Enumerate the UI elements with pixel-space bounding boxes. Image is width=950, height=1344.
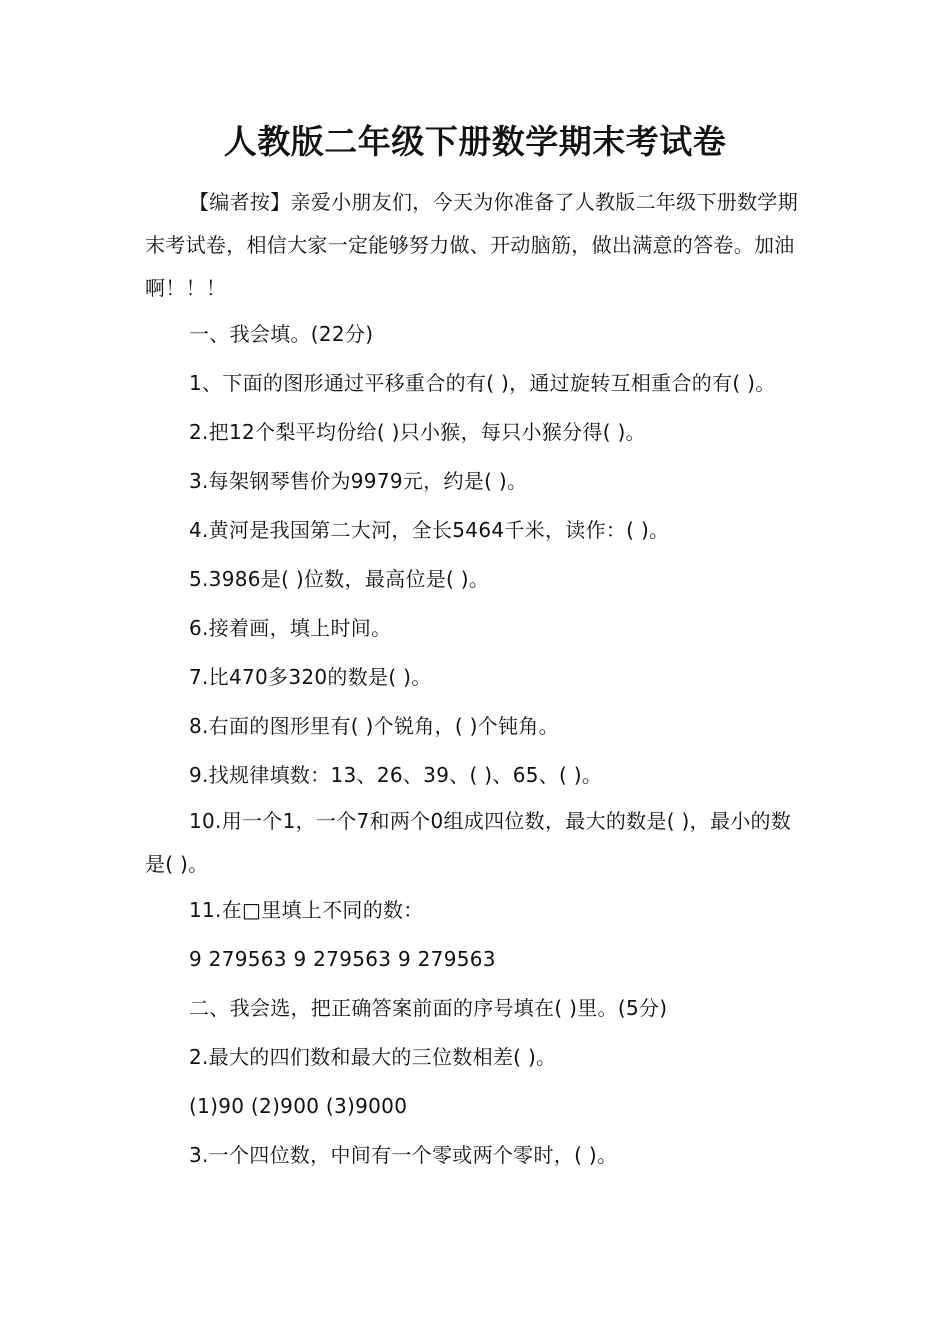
number-row: 9 279563 9 279563 9 279563 xyxy=(189,947,496,971)
section-heading-choose: 二、我会选，把正确答案前面的序号填在( )里。(5分) xyxy=(189,996,668,1020)
section-heading-fill: 一、我会填。(22分) xyxy=(189,322,374,346)
intro-paragraph: 【编者按】亲爱小朋友们，今天为你准备了人教版二年级下册数学期末考试卷，相信大家一定能够努力做、开动脑筋，做出满意的答卷。加油啊！！！ xyxy=(145,190,798,300)
question-line: 3.每架钢琴售价为9979元，约是( )。 xyxy=(189,469,528,493)
question-line: 1、下面的图形通过平移重合的有( )，通过旋转互相重合的有( )。 xyxy=(189,371,776,395)
question-line: 5.3986是( )位数，最高位是( )。 xyxy=(189,567,490,591)
question-line: 7.比470多320的数是( )。 xyxy=(189,665,432,689)
question-line: 6.接着画，填上时间。 xyxy=(189,616,392,640)
question-line: 10.用一个1，一个7和两个0组成四位数，最大的数是( )，最小的数是( )。 xyxy=(145,809,792,876)
answer-options: (1)90 (2)900 (3)9000 xyxy=(189,1094,408,1118)
document-body xyxy=(145,181,807,1180)
question-line: 9.找规律填数：13、26、39、( )、65、( )。 xyxy=(189,763,603,787)
document-title: 人教版二年级下册数学期末考试卷 xyxy=(223,122,727,161)
question-line: 3.一个四位数，中间有一个零或两个零时，( )。 xyxy=(189,1143,618,1167)
question-line: 2.把12个梨平均份给( )只小猴，每只小猴分得( )。 xyxy=(189,420,646,444)
question-line: 4.黄河是我国第二大河，全长5464千米，读作：( )。 xyxy=(189,518,670,542)
question-line: 2.最大的四们数和最大的三位数相差( )。 xyxy=(189,1045,557,1069)
question-line: 11.在□里填上不同的数： xyxy=(189,898,424,922)
question-line: 8.右面的图形里有( )个锐角，( )个钝角。 xyxy=(189,714,559,738)
